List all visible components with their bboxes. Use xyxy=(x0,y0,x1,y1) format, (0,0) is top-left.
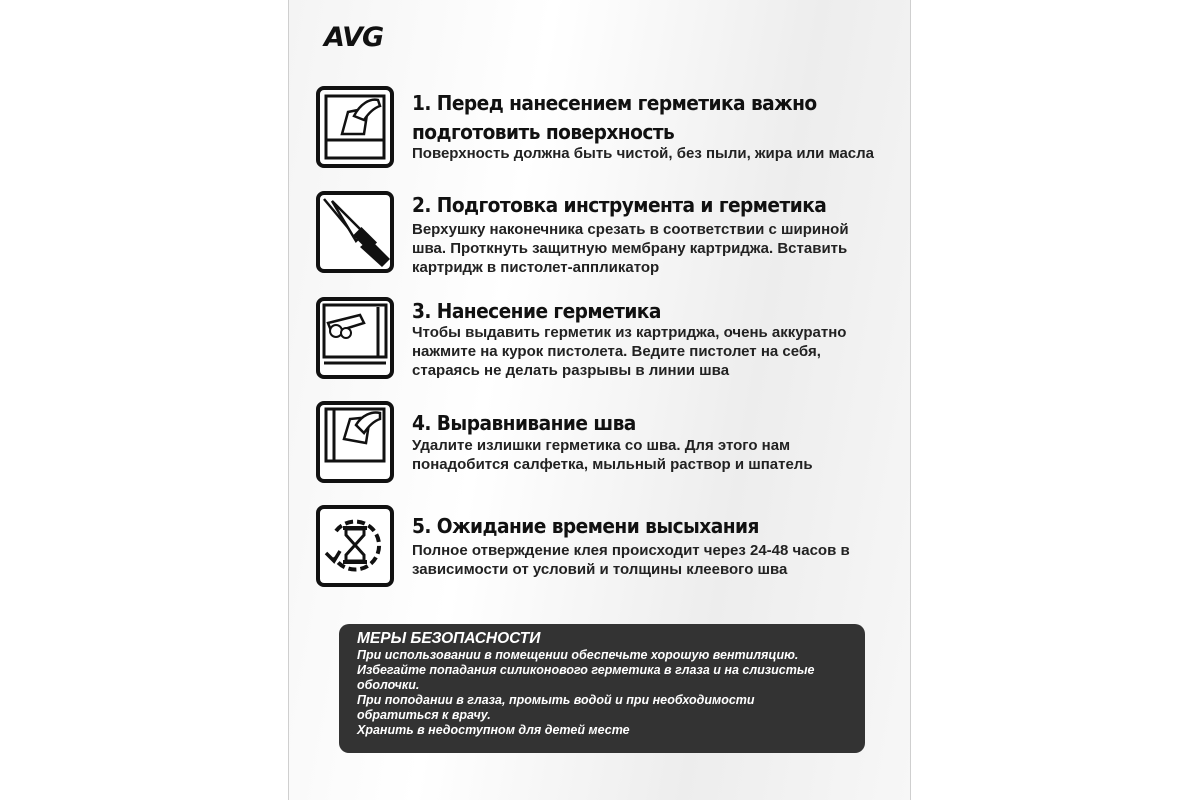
step-5-title: 5. Ожидание времени высыхания xyxy=(412,514,759,538)
step-1-title: 1. Перед нанесением герметика важно подготовить поверхность xyxy=(412,91,817,144)
step-2-title: 2. Подготовка инструмента и герметика xyxy=(412,193,827,217)
step-4 xyxy=(316,401,896,485)
step-5 xyxy=(316,505,896,589)
step-1-text: Поверхность должна быть чистой, без пыли, жира или масла xyxy=(412,145,875,162)
step-4-title: 4. Выравнивание шва xyxy=(412,411,636,435)
step-4-text: Удалите излишки герметика со шва. Для этого нам понадобится салфетка, мыльный раствор и шпатель xyxy=(412,437,813,473)
sealant-gun-icon xyxy=(316,297,394,379)
cartridge-nozzle-icon xyxy=(316,191,394,273)
step-2 xyxy=(316,191,896,275)
step-3-title: 3. Нанесение герметика xyxy=(412,299,661,323)
safety-title: МЕРЫ БЕЗОПАСНОСТИ xyxy=(357,630,541,647)
safety-text: При использовании в помещении обеспечьте хорошую вентиляцию. Избегайте попадания силиконового герметика в глаза и на слизистые оболочки. При поподании в глаза, промыть водой и при необходимости обратиться к врачу. Хранить в недоступном для детей месте xyxy=(357,648,815,737)
step-2-text: Верхушку наконечника срезать в соответствии с шириной шва. Проткнуть защитную мембрану картриджа. Вставить картридж в пистолет-аппликатор xyxy=(412,221,849,276)
surface-prep-icon xyxy=(316,86,394,168)
step-3 xyxy=(316,297,896,381)
step-1 xyxy=(316,86,896,170)
seam-smoothing-icon xyxy=(316,401,394,483)
safety-panel xyxy=(339,624,865,753)
step-3-text: Чтобы выдавить герметик из картриджа, очень аккуратно нажмите на курок пистолета. Ведите пистолет на себя, стараясь не делать разрывы в линии шва xyxy=(412,324,847,379)
step-5-text: Полное отверждение клея происходит через 24-48 часов в зависимости от условий и толщины клеевого шва xyxy=(412,542,850,578)
brand-logo: AVG xyxy=(324,22,384,53)
hourglass-timer-icon xyxy=(316,505,394,587)
